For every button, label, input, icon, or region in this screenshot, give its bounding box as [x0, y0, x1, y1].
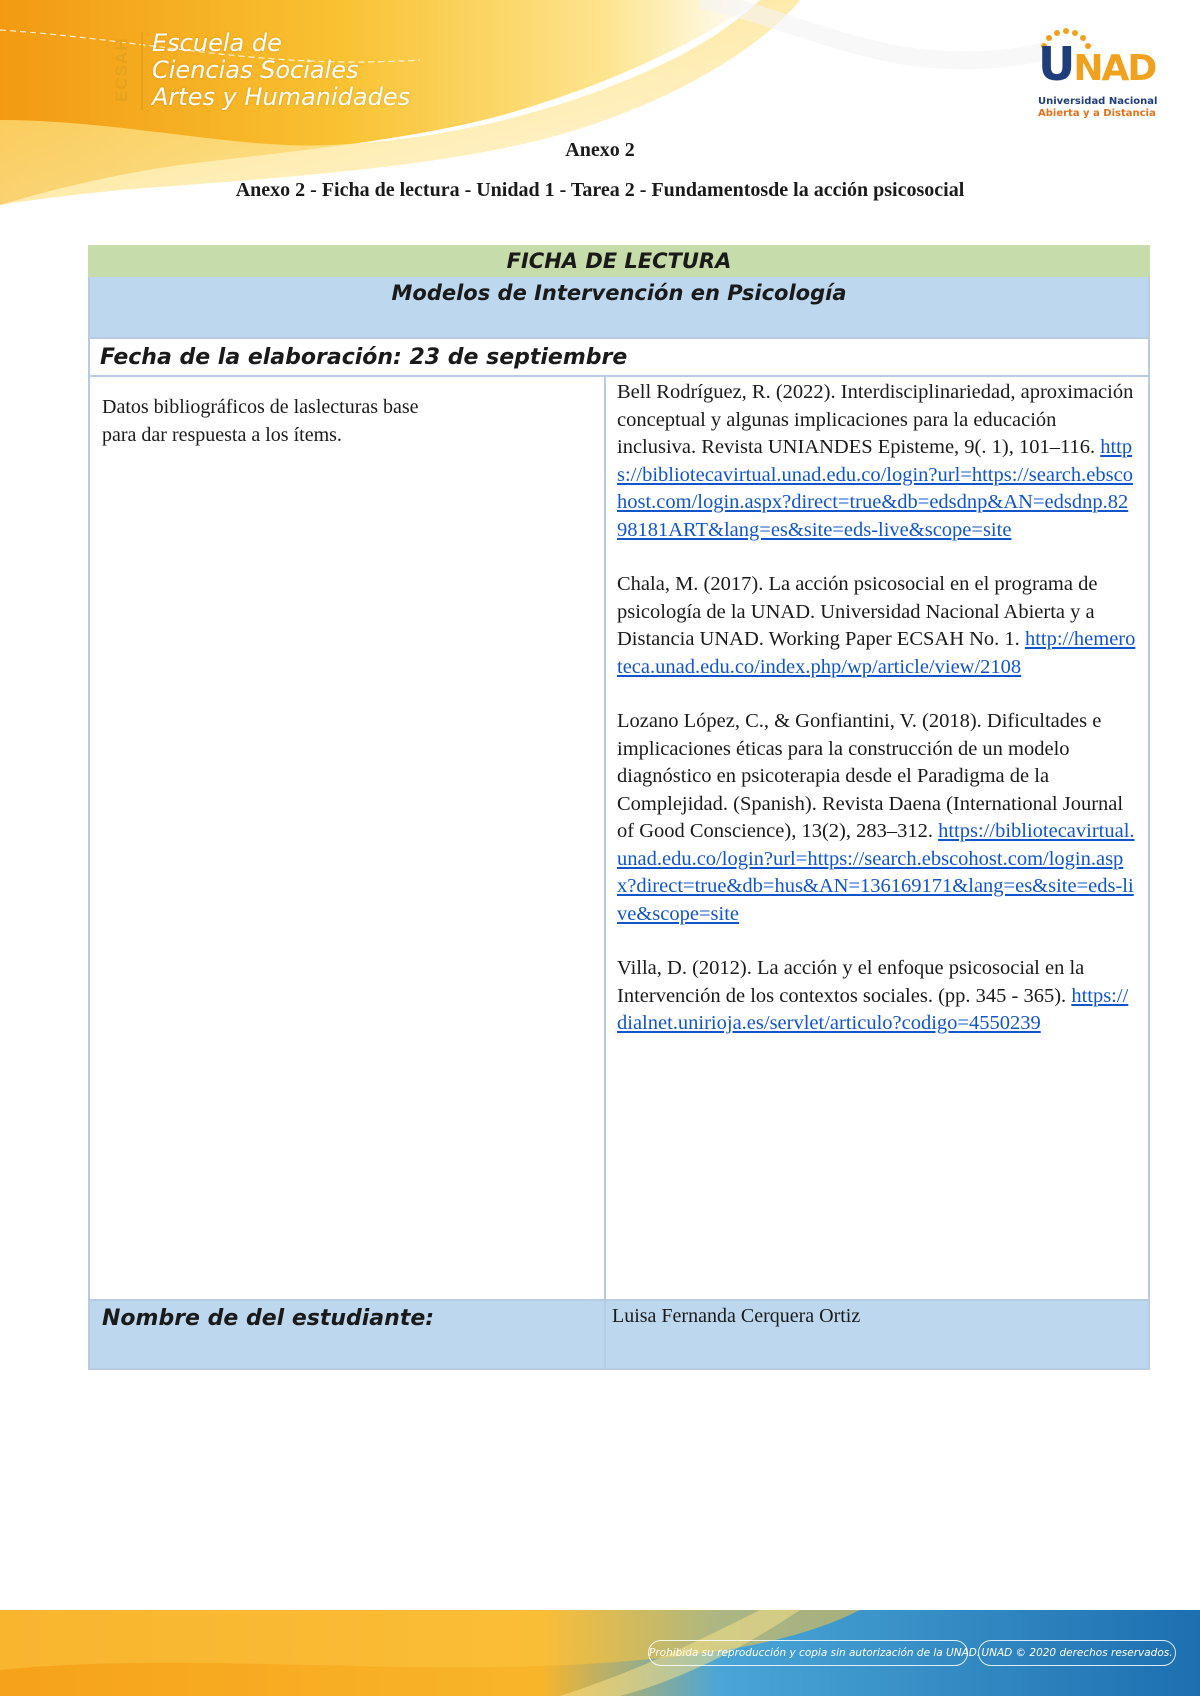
student-label: Nombre de del estudiante: — [89, 1300, 605, 1369]
school-name-line-2: Ciencias Sociales — [152, 56, 359, 84]
reference-link[interactable]: https://dialnet.unirioja.es/servlet/articulo?codigo=4550239 — [617, 984, 1129, 1034]
reference-item — [617, 571, 1138, 681]
ecsah-divider — [141, 32, 143, 110]
reference-link[interactable]: http://hemeroteca.unad.edu.co/index.php/wp/article/view/2108 — [617, 628, 1136, 678]
unad-letter-u: U — [1038, 37, 1074, 91]
reference-text: Lozano López, C., & Gonfiantini, V. (2018). Dificultades e implicaciones éticas para la construcción de un modelo diagnóstico en psicoterapia desde el Paradigma de la Complejidad. (Spanish). Revista Daena (International Journal of Good Conscience), 13(2), 283–312. — [617, 710, 1124, 842]
reference-link[interactable]: https://bibliotecavirtual.unad.edu.co/login?url=https://search.ebscohost.com/login.aspx?direct=true&db=hus&AN=136169171&lang=es&site=eds-live&scope=site — [617, 820, 1135, 925]
ficha-header-row — [89, 246, 1149, 276]
reference-item — [617, 955, 1138, 1038]
elaboration-date: Fecha de la elaboración: 23 de septiembre — [89, 338, 1149, 376]
document-title: Anexo 2 — [565, 139, 635, 161]
model-row — [89, 276, 1149, 338]
bibliography-label — [89, 376, 605, 1300]
ecsah-acronym: ECSAH — [112, 37, 131, 103]
model-title: Modelos de Intervención en Psicología — [89, 276, 1149, 338]
reference-text: Bell Rodríguez, R. (2022). Interdisciplinariedad, aproximación conceptual y algunas implicaciones para la educación inclusiva. Revista UNIANDES Episteme, 9(. 1), 101–116. — [617, 381, 1134, 458]
document-subtitle: Anexo 2 - Ficha de lectura - Unidad 1 - Tarea 2 - Fundamentosde la acción psicosocial — [235, 179, 965, 201]
copyright-notice: UNAD © 2020 derechos reservados. — [978, 1640, 1176, 1666]
date-row — [89, 338, 1149, 376]
school-name-line-1: Escuela de — [152, 29, 282, 57]
reference-text: Villa, D. (2012). La acción y el enfoque psicosocial en la Intervención de los contextos sociales. (pp. 345 - 365). — [617, 957, 1085, 1007]
student-row — [89, 1300, 1149, 1369]
unad-wordmark — [1038, 37, 1156, 93]
unad-subtitle-2: Abierta y a Distancia — [1038, 108, 1156, 119]
bibliography-label-text: Datos bibliográficos de laslecturas base para dar respuesta a los ítems. — [102, 396, 419, 446]
student-name: Luisa Fernanda Cerquera Ortiz — [605, 1300, 1149, 1369]
references-cell — [605, 376, 1149, 1300]
bibliography-row — [89, 376, 1149, 1300]
copy-notice: Prohibida su reproducción y copia sin autorización de la UNAD. — [648, 1640, 968, 1666]
ficha-table — [88, 245, 1150, 1370]
school-name-line-3: Artes y Humanidades — [152, 83, 411, 111]
ficha-header: FICHA DE LECTURA — [89, 246, 1149, 276]
unad-letters-nad: NAD — [1073, 48, 1156, 89]
school-name — [152, 30, 410, 111]
unad-subtitle-1: Universidad Nacional — [1038, 96, 1158, 107]
reference-link[interactable]: https://bibliotecavirtual.unad.edu.co/login?url=https://search.ebscohost.com/login.aspx?direct=true&db=edsdnp&AN=edsdnp.8298181ART&lang=es&site=eds-live&scope=site — [617, 436, 1133, 541]
reference-item — [617, 708, 1138, 928]
reference-text: Chala, M. (2017). La acción psicosocial en el programa de psicología de la UNAD. Universidad Nacional Abierta y a Distancia UNAD. Working Paper ECSAH No. 1. — [617, 573, 1098, 650]
reference-item — [617, 379, 1138, 544]
unad-logo — [1030, 26, 1170, 126]
